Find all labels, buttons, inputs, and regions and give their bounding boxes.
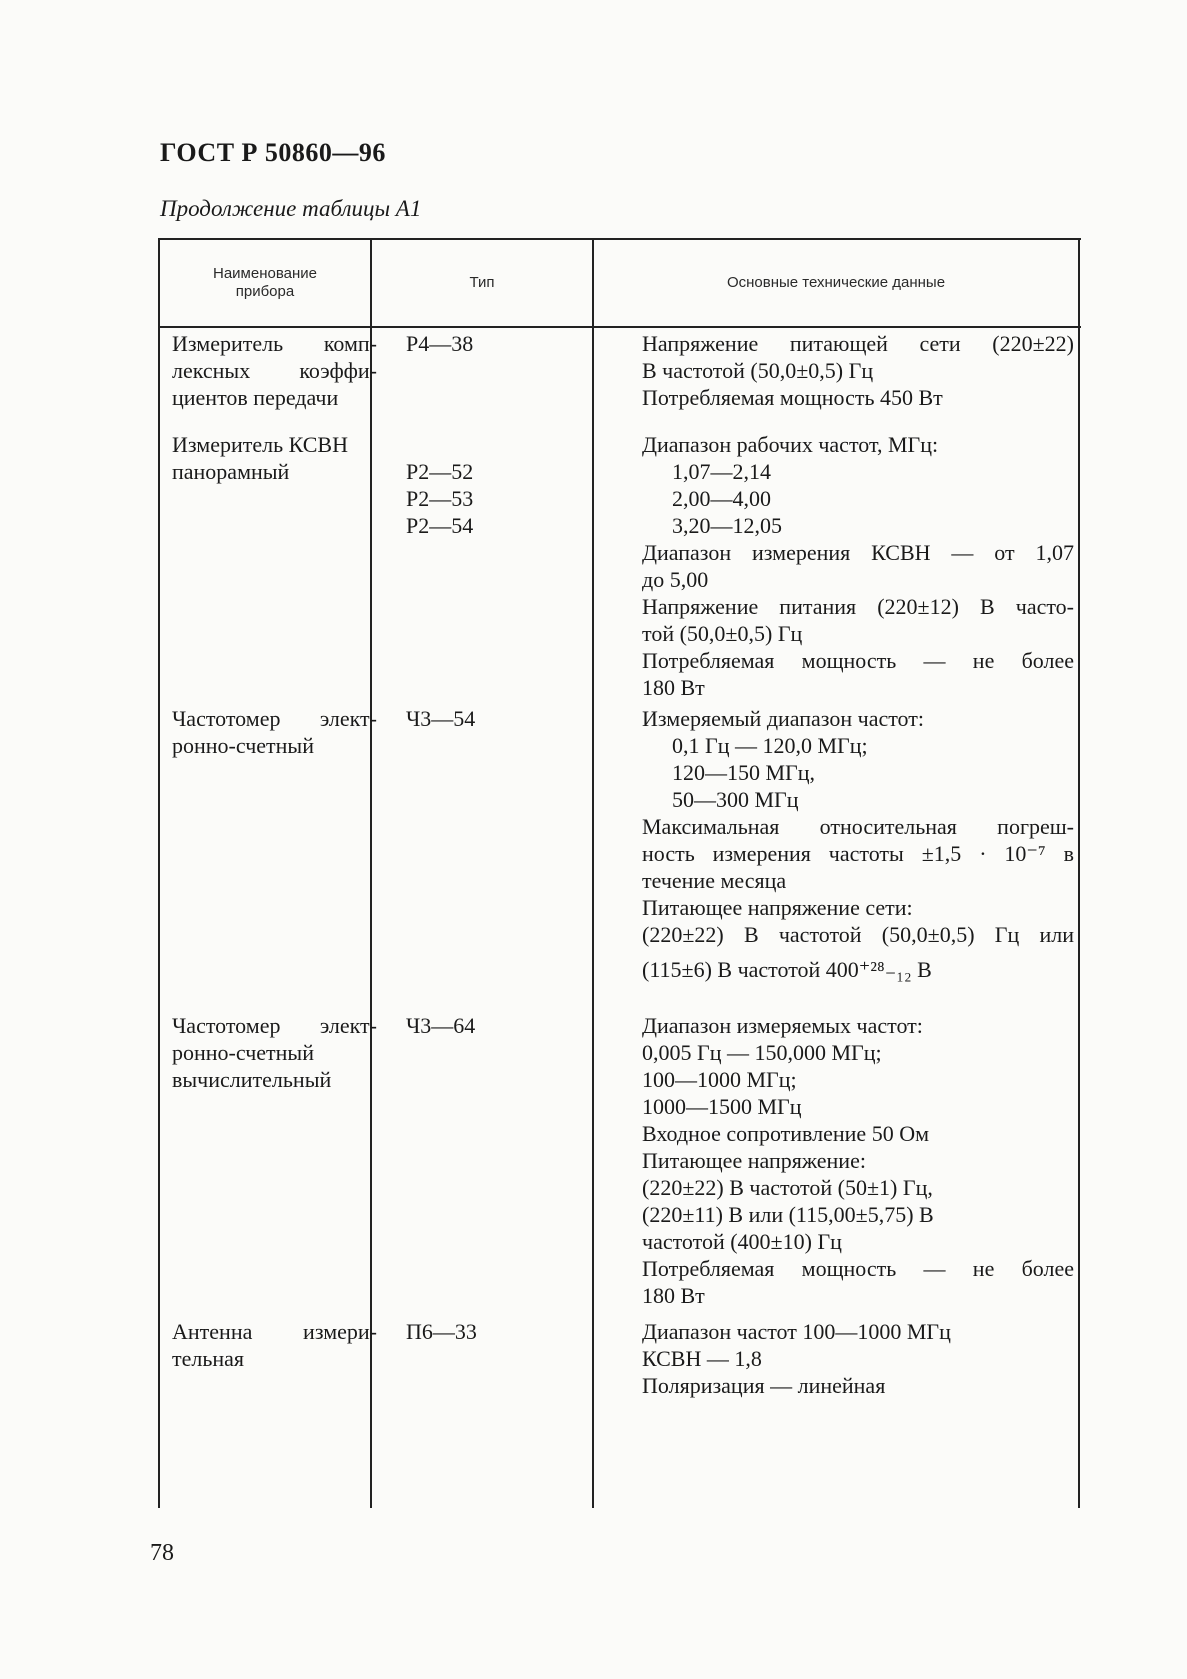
column-header-specs: Основные технические данные [726,274,946,291]
device-type-cell: Р2—52 Р2—53 Р2—54 [406,459,474,538]
device-specs-cell: Диапазон измеряемых частот: 0,005 Гц — 150,000 МГц; 100—1000 МГц; 1000—1500 МГц Входное сопротивление 50 Ом Питающее напряжение: (220±22) В частотой (50±1) Гц, (220±11) В или (115,00±5,75) В частотой (400±10) Гц Потребляемая мощность — не более 180 Вт [642,1013,1074,1308]
device-name-cell: Измеритель комп- лексных коэффи- циентов передачи [172,331,377,410]
device-type-cell: Ч3—54 [406,706,476,731]
device-type-cell: Р4—38 [406,331,474,356]
table-caption: Продолжение таблицы А1 [160,196,422,221]
specs-table [158,238,1081,1508]
device-specs-cell: Диапазон рабочих частот, МГц: 1,07—2,14 2,00—4,00 3,20—12,05 Диапазон измерения КСВН — от 1,07 до 5,00 Напряжение питания (220±12) В часто- той (50,0±0,5) Гц Потребляемая мощность — не более 180 Вт [642,432,1074,700]
device-name-cell: Антенна измери- тельная [172,1319,377,1371]
column-header-type: Тип [469,274,495,291]
device-type-cell: П6—33 [406,1319,477,1344]
device-name-cell: Измеритель КСВН панорамный [172,432,348,484]
device-name-cell: Частотомер элект- ронно-счетный [172,706,377,758]
column-header-name: Наименование прибора [213,265,317,300]
device-specs-cell: Измеряемый диапазон частот: 0,1 Гц — 120,0 МГц; 120—150 МГц, 50—300 МГц Максимальная относительная погреш- ность измерения частоты ±1,5 · 10⁻⁷ в течение месяца Питающее напряжение сети: (220±22) В частотой (50,0±0,5) Гц или (115±6) В частотой 400⁺²⁸₋₁₂ В [642,706,1074,982]
doc-code: ГОСТ Р 50860—96 [160,138,386,167]
device-specs-cell: Напряжение питающей сети (220±22) В частотой (50,0±0,5) Гц Потребляемая мощность 450 Вт [642,331,1074,410]
header-bottom-rule [158,326,1081,328]
device-name-cell: Частотомер элект- ронно-счетный вычислительный [172,1013,377,1092]
device-type-cell: Ч3—64 [406,1013,476,1038]
device-specs-cell: Диапазон частот 100—1000 МГц КСВН — 1,8 Поляризация — линейная [642,1319,951,1398]
table-border-left [158,238,160,1508]
table-border-right [1078,238,1080,1508]
page-number: 78 [150,1540,174,1566]
